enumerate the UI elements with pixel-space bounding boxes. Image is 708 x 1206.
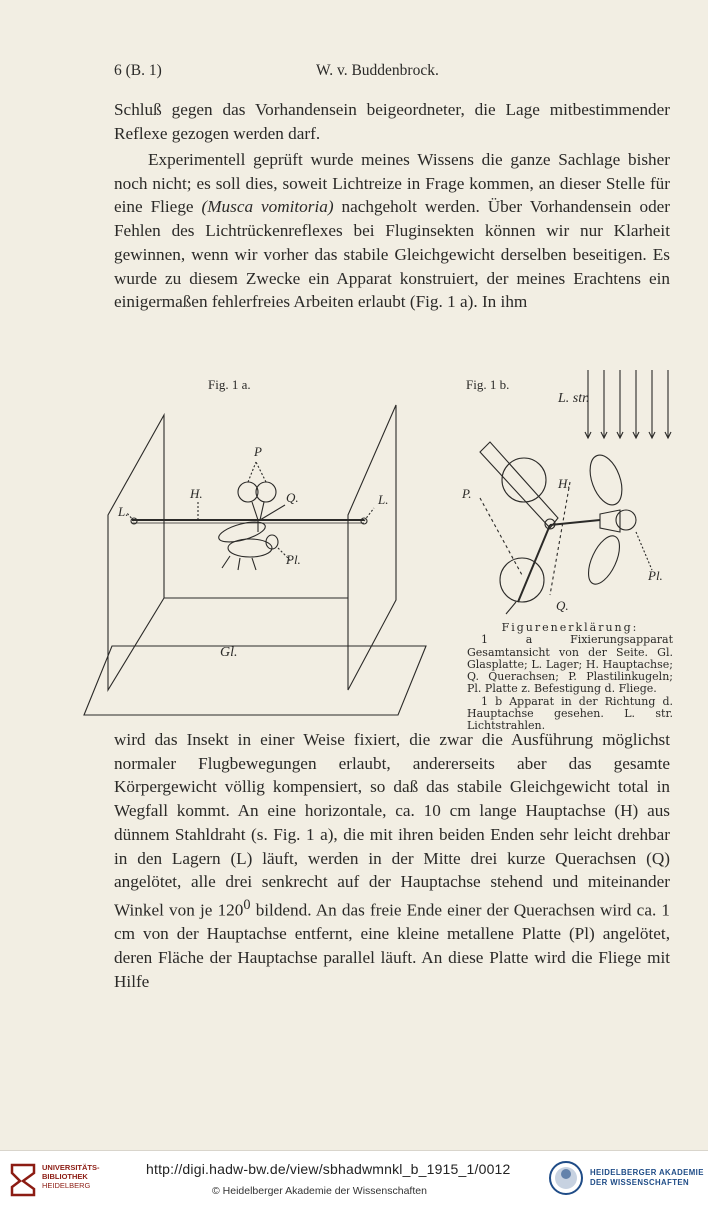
caption-title: Figurenerklärung: [501, 621, 639, 634]
species-name: (Musca vomitoria) [201, 197, 334, 217]
viewer-footer [0, 1150, 708, 1206]
label-Gl: Gl. [220, 645, 238, 660]
running-header [114, 62, 668, 84]
figure-caption [467, 622, 673, 733]
academy-seal-icon[interactable] [548, 1160, 584, 1196]
label-L-right: L. [378, 492, 389, 507]
label-Lstr: L. str. [558, 391, 590, 406]
paragraph-2-text-b: nachgeholt werden. Über Vorhandensein oder Fehlen des Lichtrückenreflexes bei Fluginsekten können wir nur Klarheit gewinnen, wenn wir vorher das stabile Gleichgewicht derselben beseitigen. Es wurde zu diesem Zwecke ein Apparat konstruiert, der meines Erachtens ein einigermaßen fehlerfreies Arbeiten erlaubt (Fig. 1 a). In ihm [114, 197, 671, 312]
label-Pl-b: Pl. [648, 568, 663, 583]
running-author: W. v. Buddenbrock. [316, 62, 439, 79]
label-H: H. [190, 486, 203, 501]
caption-1a: 1 a Fixierungsapparat Gesamtansicht von der Seite. Gl. Glasplatte; L. Lager; H. Hauptachse; Q. Querachsen; P. Plastilinkugeln; Pl. Platte z. Befestigung d. Fliege. [467, 633, 673, 696]
figure-1a-label: Fig. 1 a. [208, 377, 251, 392]
figure-letters [117, 391, 663, 613]
label-L-left: L. [118, 504, 129, 519]
paragraph-2-text-a: Experimentell geprüft wurde meines Wissens die ganze Sachlage bisher noch nicht; es soll dies, soweit Lichtreize in Frage kommen, an dieser Stelle für eine Fliege [114, 150, 670, 217]
academy-line-2: DER WISSENSCHAFTEN [590, 1177, 690, 1187]
degree-sign: 0 [243, 896, 251, 913]
permalink-url[interactable]: http://digi.hadw-bw.de/view/sbhadwmnkl_b_1915_1/0012 [146, 1161, 511, 1177]
university-library-logo-icon[interactable] [8, 1161, 38, 1197]
label-P-b: P. [462, 486, 472, 501]
copyright-notice: © Heidelberger Akademie der Wissenschaften [212, 1185, 427, 1197]
label-Q: Q. [286, 490, 299, 505]
library-line-1: UNIVERSITÄTS- [42, 1163, 100, 1172]
paragraph-3-text-b: bildend. An das freie Ende einer der Querachsen wird ca. 1 cm von der Hauptachse entfernt, eine kleine metallene Platte (Pl) angelötet, deren Fläche der Hauptachse parallel läuft. An diese Platte wird die Fliege mit Hilfe [114, 900, 670, 991]
library-line-2: BIBLIOTHEK [42, 1172, 88, 1181]
page-number: 6 (B. 1) [114, 62, 162, 79]
paragraph-1: Schluß gegen das Vorhandensein beigeordneter, die Lage mitbestimmender Reflexe gezogen werden darf. [114, 100, 670, 143]
label-Q-b: Q. [556, 598, 569, 613]
paragraph-3-text-a: wird das Insekt in einer Weise fixiert, die zwar die Ausführung möglichst normaler Flugbewegungen erlaubt, andererseits aber das gesamte Körpergewicht völlig kompensiert, so daß das stabile Gleichgewicht total in Wegfall kommt. An eine horizontale, ca. 10 cm lange Hauptachse (H) aus dünnem Stahldraht (s. Fig. 1 a), die mit ihren beiden Enden sehr leicht drehbar in den Lagern (L) läuft, werden in der Mitte drei kurze Querachsen (Q) angelötet, alle drei senkrecht auf der Hauptachse stehend und miteinander Winkel von je 120 [114, 730, 670, 920]
academy-name[interactable] [590, 1168, 704, 1187]
university-library-name[interactable] [42, 1163, 100, 1190]
paragraph-3 [114, 728, 670, 993]
label-Pl: Pl. [286, 552, 301, 567]
label-P: P [254, 444, 262, 459]
figure-1b-label: Fig. 1 b. [466, 377, 510, 392]
label-H-b: H. [558, 476, 571, 491]
paragraph-2 [114, 148, 670, 314]
library-line-3: HEIDELBERG [42, 1181, 91, 1190]
caption-1b: 1 b Apparat in der Richtung d. Hauptachse gesehen. L. str. Lichtstrahlen. [467, 694, 673, 733]
figure-1b-drawing [480, 370, 671, 614]
academy-line-1: HEIDELBERGER AKADEMIE [590, 1168, 704, 1177]
